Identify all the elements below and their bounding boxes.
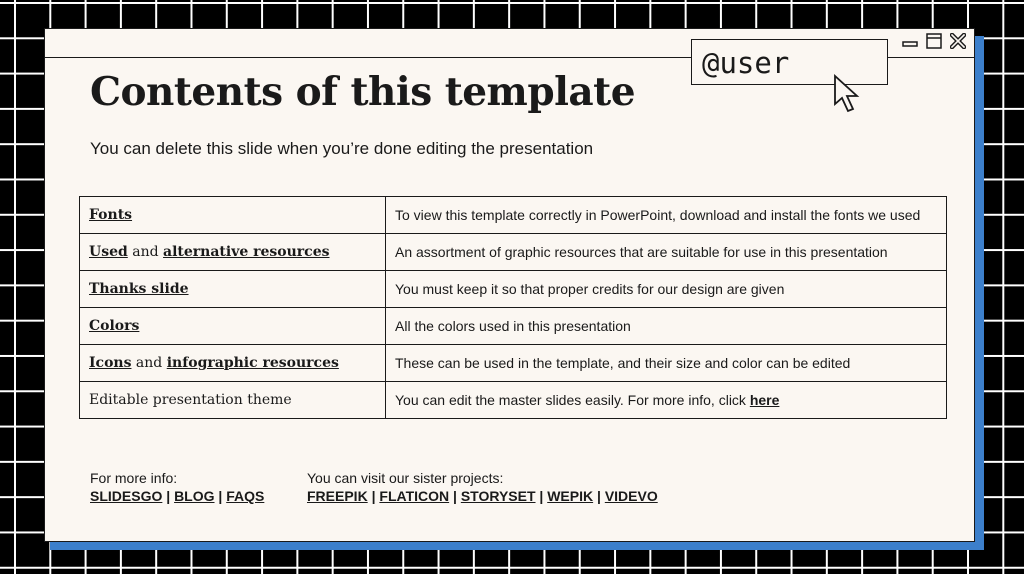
more-info-label: For more info:: [90, 470, 178, 486]
table-cell-description: [386, 382, 947, 419]
maximize-icon[interactable]: [926, 33, 942, 49]
table-cell-description: [386, 271, 947, 308]
editable-theme-text: Editable presentation theme: [89, 392, 292, 408]
alternative-resources-link[interactable]: alternative resources: [163, 244, 330, 260]
table-cell-description: [386, 234, 947, 271]
sister-projects-label: You can visit our sister projects:: [307, 470, 504, 486]
separator: |: [367, 488, 380, 504]
footer-more-info: [90, 469, 264, 505]
table-row: [80, 197, 947, 234]
table-row: [80, 271, 947, 308]
pointer-cursor-icon: [833, 74, 863, 114]
table-row: [80, 345, 947, 382]
description-text: To view this template correctly in PowerPoint, download and install the fonts we used: [395, 207, 921, 223]
minimize-icon[interactable]: [902, 33, 918, 49]
close-icon[interactable]: [950, 33, 966, 49]
description-text: An assortment of graphic resources that are suitable for use in this presentation: [395, 244, 888, 260]
table-cell-description: [386, 308, 947, 345]
separator: |: [593, 488, 605, 504]
sister-projects-links: [307, 487, 658, 505]
table-cell-topic: [80, 271, 386, 308]
description-text: These can be used in the template, and their size and color can be edited: [395, 355, 851, 371]
description-text: You can edit the master slides easily. For more info, click: [395, 392, 750, 408]
thanks-slide-link[interactable]: Thanks slide: [89, 281, 189, 297]
separator: |: [449, 488, 461, 504]
infographic-resources-link[interactable]: infographic resources: [166, 355, 339, 371]
username-field[interactable]: @user: [691, 39, 888, 85]
colors-link[interactable]: Colors: [89, 318, 140, 334]
page-subtitle: You can delete this slide when you’re done editing the presentation: [90, 139, 594, 158]
connector-text: and: [131, 355, 167, 371]
table-cell-topic: [80, 197, 386, 234]
icons-link[interactable]: Icons: [89, 355, 132, 371]
slide-window: [44, 28, 975, 542]
connector-text: and: [127, 244, 164, 260]
table-cell-topic: [80, 234, 386, 271]
window-controls: [902, 33, 966, 49]
description-text: All the colors used in this presentation: [395, 318, 631, 334]
table-row: [80, 308, 947, 345]
freepik-link[interactable]: FREEPIK: [307, 488, 368, 504]
separator: |: [162, 488, 175, 504]
videvo-link[interactable]: VIDEVO: [604, 488, 658, 504]
blog-link[interactable]: BLOG: [174, 488, 215, 504]
table-cell-topic: [80, 345, 386, 382]
page-title: Contents of this template: [90, 69, 636, 115]
separator: |: [535, 488, 548, 504]
flaticon-link[interactable]: FLATICON: [379, 488, 450, 504]
table-cell-description: [386, 345, 947, 382]
used-link[interactable]: Used: [89, 244, 128, 260]
here-link[interactable]: here: [749, 392, 780, 408]
contents-table: [79, 196, 947, 419]
faqs-link[interactable]: FAQS: [226, 488, 265, 504]
table-row: [80, 382, 947, 419]
table-cell-description: [386, 197, 947, 234]
table-cell-topic: [80, 382, 386, 419]
more-info-links: [90, 487, 264, 505]
storyset-link[interactable]: STORYSET: [460, 488, 536, 504]
slidesgo-link[interactable]: SLIDESGO: [90, 488, 163, 504]
separator: |: [214, 488, 227, 504]
table-row: [80, 234, 947, 271]
fonts-link[interactable]: Fonts: [89, 207, 133, 223]
description-text: You must keep it so that proper credits for our design are given: [395, 281, 785, 297]
table-cell-topic: [80, 308, 386, 345]
wepik-link[interactable]: WEPIK: [547, 488, 594, 504]
footer-sister-projects: [307, 469, 658, 505]
